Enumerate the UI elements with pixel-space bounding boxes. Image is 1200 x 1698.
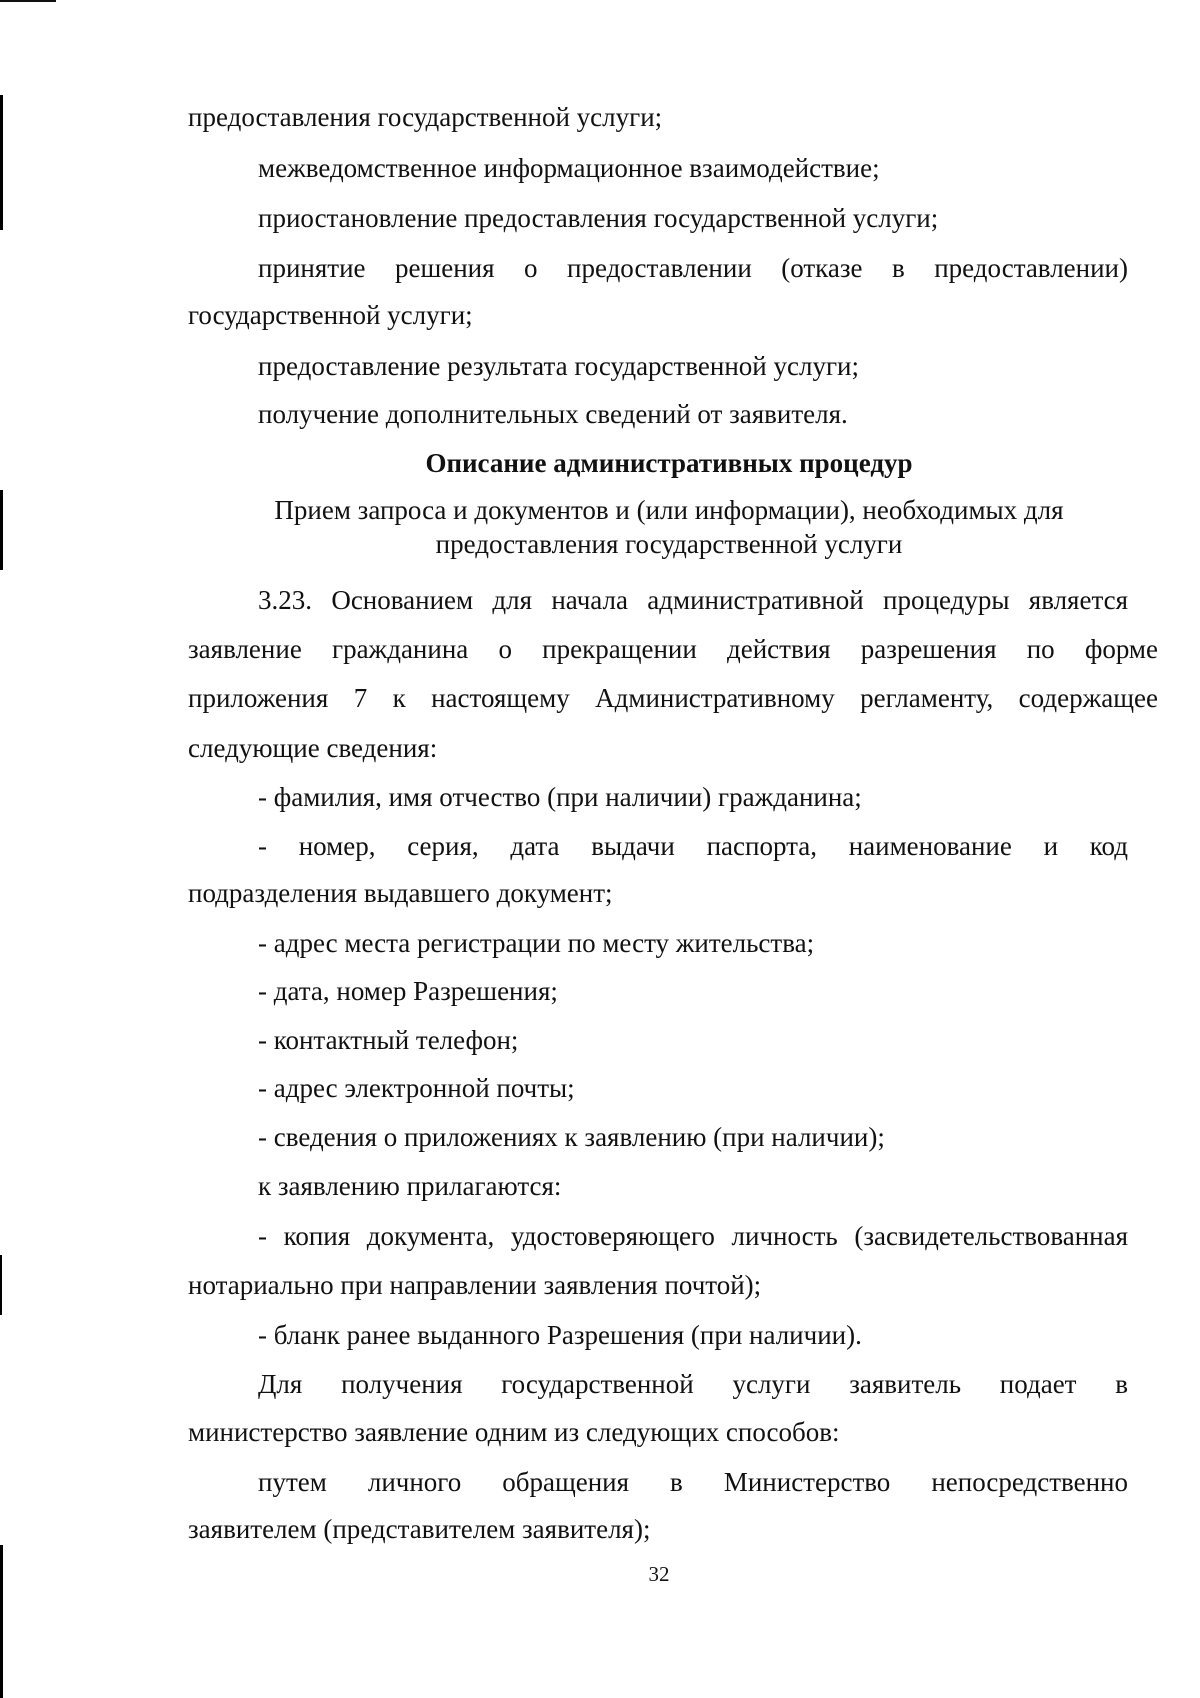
list-item: - сведения о приложениях к заявлению (при наличии); <box>258 1122 885 1152</box>
paragraph-line: следующие сведения: <box>188 733 438 763</box>
list-item: - номер, серия, дата выдачи паспорта, наименование и код <box>258 831 1128 861</box>
paragraph-line: приложения 7 к настоящему Административному регламенту, содержащее <box>188 683 1158 713</box>
list-item: подразделения выдавшего документ; <box>188 878 613 908</box>
list-item: - адрес места регистрации по месту жительства; <box>258 928 815 958</box>
scan-artifact-top <box>0 0 56 2</box>
text-line: государственной услуги; <box>188 300 473 330</box>
text-line: предоставление результата государственной услуги; <box>258 351 859 381</box>
scan-edge-mark <box>0 95 3 230</box>
subsection-title: предоставления государственной услуги <box>435 529 903 559</box>
list-item: нотариально при направлении заявления почтой); <box>188 1270 762 1300</box>
text-line: межведомственное информационное взаимодействие; <box>258 153 880 183</box>
list-item: - адрес электронной почты; <box>258 1073 575 1103</box>
scan-edge-mark <box>0 1255 2 1315</box>
text-line: получение дополнительных сведений от заявителя. <box>258 399 848 429</box>
paragraph-line: к заявлению прилагаются: <box>258 1171 562 1201</box>
text-line: предоставления государственной услуги; <box>188 102 663 132</box>
paragraph-line: Для получения государственной услуги заявитель подает в <box>258 1369 1128 1399</box>
list-item: - фамилия, имя отчество (при наличии) гражданина; <box>258 782 862 812</box>
list-item: - дата, номер Разрешения; <box>258 976 558 1006</box>
section-title: Описание административных процедур <box>425 448 913 478</box>
subsection-title: Прием запроса и документов и (или информации), необходимых для <box>274 495 1064 525</box>
list-item: - бланк ранее выданного Разрешения (при наличии). <box>258 1320 862 1350</box>
paragraph-line: 3.23. Основанием для начала административной процедуры является <box>258 585 1128 615</box>
text-line: приостановление предоставления государственной услуги; <box>258 203 939 233</box>
list-item: - контактный телефон; <box>258 1025 519 1055</box>
paragraph-line: заявителем (представителем заявителя); <box>188 1514 651 1544</box>
paragraph-line: путем личного обращения в Министерство непосредственно <box>258 1467 1128 1497</box>
page-number: 32 <box>648 1562 670 1586</box>
list-item: - копия документа, удостоверяющего личность (засвидетельствованная <box>258 1221 1128 1251</box>
text-line: принятие решения о предоставлении (отказе в предоставлении) <box>258 253 1128 283</box>
paragraph-line: министерство заявление одним из следующих способов: <box>188 1417 840 1447</box>
paragraph-line: заявление гражданина о прекращении действия разрешения по форме <box>188 634 1158 664</box>
